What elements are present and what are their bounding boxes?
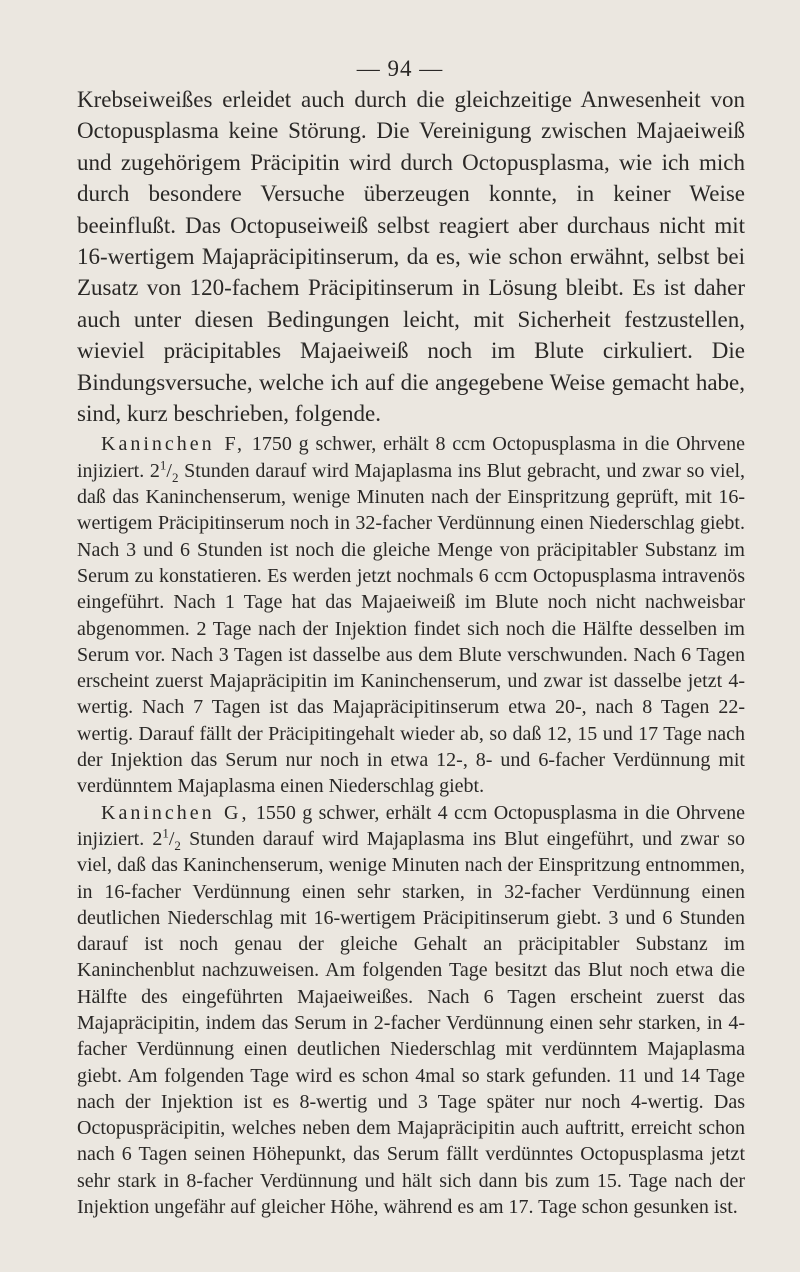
experiment-f-pre-fraction: 1750 g schwer, erhält 8 ccm Octopusplasma in die Ohrvene injiziert.	[77, 433, 746, 482]
page-number: — 94 —	[356, 56, 444, 81]
experiment-g-pre-fraction: 1550 g schwer, erhält 4 ccm Octopusplasma in die Ohrvene injiziert.	[77, 801, 746, 850]
intro-paragraph: Krebseiweißes erleidet auch durch die gleichzeitige Anwesenheit von Octopusplasma keine Störung. Die Vereinigung zwischen Majaeiweiß und zugehörigem Präcipitin wird durch Octopusplasma, wie ich mich durch besondere Versuche überzeugen konnte, in keiner Weise beeinflußt. Das Octopuseiweiß selbst reagiert aber durchaus nicht mit 16-wertigem Majapräcipitinserum, da es, wie schon erwähnt, selbst bei Zusatz von 120-fachem Präcipitinserum in Lösung bleibt. Es ist daher auch unter diesen Bedingungen leicht, mit Sicherheit festzustellen, wieviel präcipitables Majaeiweiß noch im Blute cirkuliert. Die Bindungsversuche, welche ich auf die angegebene Weise gemacht habe, sind, kurz beschrieben, folgende.	[77, 87, 745, 427]
experiment-f-label: Kaninchen F,	[101, 433, 245, 456]
experiment-g-label: Kaninchen G,	[101, 801, 250, 824]
experiment-f-paragraph	[77, 431, 745, 799]
body-text	[77, 84, 745, 1220]
experiment-g-text: Stunden darauf wird Majaplasma ins Blut eingeführt, und zwar so viel, daß das Kaninchenserum, wenige Minuten nach der Einspritzung entnommen, in 16-facher Verdünnung einen sehr starken, in 32-facher Verdünnung einen deutlichen Niederschlag mit 16-wertigem Präcipitinserum giebt. 3 und 6 Stunden darauf ist noch genau der gleiche Gehalt an präcipitabler Substanz im Kaninchenblut nachzuweisen. Am folgenden Tage besitzt das Blut noch etwa die Hälfte des eingeführten Majaeiweißes. Nach 6 Tagen erscheint zuerst das Majapräcipitin, indem das Serum in 2-facher Verdünnung einen sehr starken, in 4-facher Verdünnung einen deutlichen Niederschlag mit verdünntem Majaplasma giebt. Am folgenden Tage wird es schon 4mal so stark gefunden. 11 und 14 Tage nach der Injektion ist es 8-wertig und 3 Tage später nur noch 4-wertig. Das Octopuspräcipitin, welches neben dem Majapräcipitin auch auftritt, erreicht schon nach 6 Tagen seinen Höhepunkt, das Serum fällt verdünntes Octopusplasma jetzt sehr stark in 8-facher Verdünnung und hält sich dann bis zum 15. Tage nach der Injektion ungefähr auf gleicher Höhe, während es am 17. Tage schon gesunken ist.	[77, 827, 746, 1219]
experiment-g-fraction: $2^1/_2$	[152, 825, 181, 853]
experiment-f-fraction: $2^1/_2$	[149, 457, 179, 485]
experiment-g-paragraph	[77, 800, 745, 1221]
experiment-f-text: Stunden darauf wird Majaplasma ins Blut gebracht, und zwar so viel, daß das Kaninchenserum, wenige Minuten nach der Einspritzung geprüft, mit 16-wertigem Präcipitinserum noch in 32-facher Verdünnung einen Niederschlag giebt. Nach 3 und 6 Stunden ist noch die gleiche Menge von präcipitabler Substanz im Serum zu konstatieren. Es werden jetzt nochmals 6 ccm Octopusplasma intravenös eingeführt. Nach 1 Tage hat das Majaeiweiß im Blute noch nicht nachweisbar abgenommen. 2 Tage nach der Injektion findet sich noch die Hälfte desselben im Serum vor. Nach 3 Tagen ist dasselbe aus dem Blute verschwunden. Nach 6 Tagen erscheint zuerst Majapräcipitin im Kaninchenserum, und zwar ist dasselbe jetzt 4-wertig. Nach 7 Tagen ist das Majapräcipitinserum etwa 20-, nach 8 Tagen 22-wertig. Darauf fällt der Präcipitingehalt wieder ab, so daß 12, 15 und 17 Tage nach der Injektion das Serum nur noch in etwa 12-, 8- und 6-facher Verdünnung mit verdünntem Majaplasma einen Niederschlag giebt.	[77, 459, 746, 798]
